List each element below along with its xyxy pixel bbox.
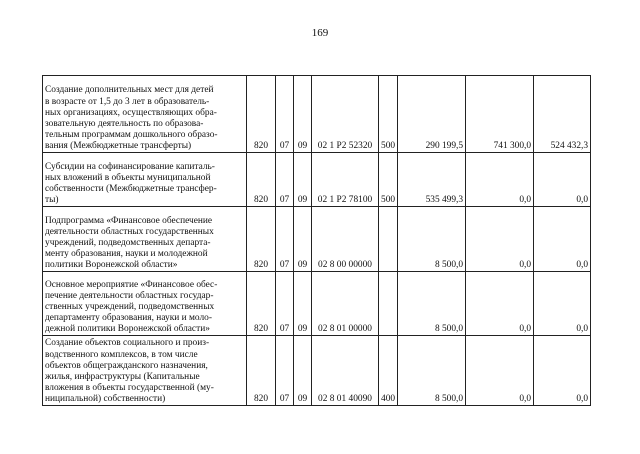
- expense-type-cell: [379, 207, 398, 272]
- amount-year-1-cell: 290 199,5: [398, 76, 466, 153]
- ministry-code-cell: 820: [247, 153, 276, 207]
- item-name-line: деятельности областных государственных: [45, 226, 214, 237]
- target-article-cell: 02 1 Р2 52320: [312, 76, 379, 153]
- subsection-code-cell: 09: [294, 272, 312, 336]
- item-name-line: менту образования, науки и молодежной: [45, 248, 208, 259]
- table-row: [43, 207, 591, 272]
- section-code-cell: 07: [276, 207, 294, 272]
- section-code-cell: 07: [276, 76, 294, 153]
- item-name-line: ниципальной) собственности): [45, 393, 166, 404]
- item-name-cell: [43, 153, 247, 207]
- amount-year-2-cell: 0,0: [466, 336, 534, 406]
- item-name-line: ственных учреждений, подведомственных: [45, 301, 215, 312]
- subsection-code-cell: 09: [294, 153, 312, 207]
- ministry-code-cell: 820: [247, 272, 276, 336]
- budget-table: [42, 75, 591, 406]
- item-name-line: ных организациях, осуществляющих обра-: [45, 107, 217, 118]
- amount-year-2-cell: 0,0: [466, 272, 534, 336]
- amount-year-3-cell: 0,0: [534, 272, 591, 336]
- item-name-line: водственного комплексов, в том числе: [45, 349, 198, 360]
- target-article-cell: 02 1 Р2 78100: [312, 153, 379, 207]
- amount-year-3-cell: 0,0: [534, 207, 591, 272]
- item-name-line: политики Воронежской области»: [45, 259, 178, 270]
- item-name-line: собственности (Межбюджетные трансфер-: [45, 183, 217, 194]
- subsection-code-cell: 09: [294, 207, 312, 272]
- item-name-line: Основное мероприятие «Финансовое обес-: [45, 279, 218, 290]
- item-name-line: вания (Межбюджетные трансферты): [45, 140, 192, 151]
- item-name-line: ных вложений в объекты муниципальной: [45, 172, 211, 183]
- amount-year-1-cell: 8 500,0: [398, 272, 466, 336]
- item-name-line: Субсидии на софинансирование капиталь-: [45, 161, 215, 172]
- item-name-line: учреждений, подведомственных департа-: [45, 237, 211, 248]
- target-article-cell: 02 8 01 00000: [312, 272, 379, 336]
- item-name-line: Создание дополнительных мест для детей: [45, 85, 214, 96]
- expense-type-cell: [379, 272, 398, 336]
- item-name-line: тельным программам дошкольного образо-: [45, 129, 218, 140]
- amount-year-3-cell: 0,0: [534, 336, 591, 406]
- expense-type-cell: 500: [379, 76, 398, 153]
- expense-type-cell: 500: [379, 153, 398, 207]
- subsection-code-cell: 09: [294, 336, 312, 406]
- amount-year-1-cell: 535 499,3: [398, 153, 466, 207]
- amount-year-2-cell: 0,0: [466, 207, 534, 272]
- page-number: 169: [311, 27, 329, 39]
- budget-table-body: [43, 76, 591, 406]
- item-name-line: дежной политики Воронежской области»: [45, 323, 210, 334]
- item-name-line: в возрасте от 1,5 до 3 лет в образователь-: [45, 96, 210, 107]
- target-article-cell: 02 8 00 00000: [312, 207, 379, 272]
- expense-type-cell: 400: [379, 336, 398, 406]
- section-code-cell: 07: [276, 153, 294, 207]
- section-code-cell: 07: [276, 336, 294, 406]
- item-name-line: ты): [45, 194, 59, 205]
- item-name-line: Подпрограмма «Финансовое обеспечение: [45, 215, 213, 226]
- item-name-line: вложения в объекты государственной (му-: [45, 382, 214, 393]
- amount-year-2-cell: 741 300,0: [466, 76, 534, 153]
- amount-year-2-cell: 0,0: [466, 153, 534, 207]
- amount-year-3-cell: 0,0: [534, 153, 591, 207]
- item-name-cell: [43, 272, 247, 336]
- item-name-line: Создание объектов социального и произ-: [45, 338, 210, 349]
- subsection-code-cell: 09: [294, 76, 312, 153]
- table-row: [43, 76, 591, 153]
- item-name-cell: [43, 207, 247, 272]
- amount-year-3-cell: 524 432,3: [534, 76, 591, 153]
- table-row: [43, 272, 591, 336]
- item-name-cell: [43, 336, 247, 406]
- item-name-line: объектов общегражданского назначения,: [45, 360, 208, 371]
- item-name-line: департаменту образования, науки и моло-: [45, 312, 212, 323]
- ministry-code-cell: 820: [247, 76, 276, 153]
- amount-year-1-cell: 8 500,0: [398, 336, 466, 406]
- ministry-code-cell: 820: [247, 207, 276, 272]
- item-name-cell: [43, 76, 247, 153]
- section-code-cell: 07: [276, 272, 294, 336]
- table-row: [43, 153, 591, 207]
- item-name-line: зовательную деятельность по образова-: [45, 118, 204, 129]
- amount-year-1-cell: 8 500,0: [398, 207, 466, 272]
- table-row: [43, 336, 591, 406]
- item-name-line: печение деятельности областных государ-: [45, 290, 214, 301]
- ministry-code-cell: 820: [247, 336, 276, 406]
- target-article-cell: 02 8 01 40090: [312, 336, 379, 406]
- item-name-line: жилья, инфраструктуры (Капитальные: [45, 371, 200, 382]
